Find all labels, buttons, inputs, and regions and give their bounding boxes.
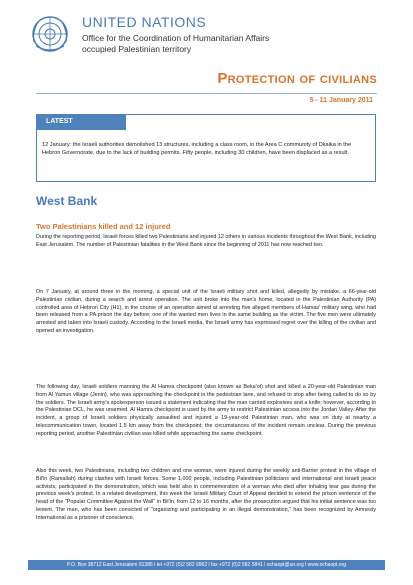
body-paragraph: The following day, Israeli soldiers manning the Al Hamra checkpoint (also known as Beka'ot) shot and killed a 20-year-old Palestinian man from Al Yamun village (Jenin), who was approaching the checkpoint in the pedestrian lane, and refused to stop after being called to do so by the soldiers. The Israeli army's spokesperson issued a statement indicating that the man carried explosives and a knife; however, according to the Palestinian DCL, he was unarmed. Al Hamra checkpoint is used by the army to restrict Palestinian access into the Jordan Valley. After the incident, a group of Israeli soldiers physically assaulted and injured a 19-year-old Palestinian man, who was on duty at nearby a telecommunication tower, located 1.5 km away from the checkpoint; the circumstances of the incident remain unclear. During the previous reporting period, another Palestinian civilian was killed while approaching the same checkpoint. [36,384,376,437]
letterhead [28,12,388,72]
report-date-range: 5 - 11 January 2011 [309,97,373,104]
body-paragraph: On 7 January, at around three in the morning, a special unit of the Israeli military shot and killed, allegedly by mistake, a 66-year-old Palestinian civilian, during a search and arrest operation. The unit broke into the man's home, located in the Palestinian Authority (PA) controlled area of Hebron City (H1), in the course of an operation aimed at arresting five alleged members of Hamas' military wing, who had been released from a PA prison the day before; one of the wanted men lives in the same building as the victim. The five men were ultimately arrested and taken into Israeli custody. According to the Israeli media, the Israeli army has expressed regret over the killing of the civilian and opened an investigation. [36,289,376,334]
section-title-west-bank: West Bank [36,194,98,208]
organization-subtitle: Office for the Coordination of Humanitarian Affairs [82,33,270,43]
subsection-title: Two Palestinians killed and 12 injured [36,222,171,231]
footer-contact-bar: P.O. Box 38712 East Jerusalem 91386 l tel +972 (0)2 582 9962 l fax +972 (0)2 582 5841 l ochaopt@un.org l www.ochaopt.org [28,560,385,570]
title-divider [36,93,377,94]
report-title: Protection of civilians [217,70,377,87]
un-emblem-icon [28,12,72,56]
body-paragraph: During the reporting period, Israeli forces killed two Palestinians and injured 12 others in various incidents throughout the West Bank, including East Jerusalem. The number of Palestinian fatalities in the West Bank since the beginning of 2011 has now reached two. [36,234,376,248]
latest-development-text: 12 January: the Israeli authorities demolished 13 structures, including a class room, in the Area C community of Dkaika in the Hebron Governorate, due to the lack of building permits. Fifty people, including 30 children, have been displaced as a result. [42,142,352,156]
organization-region: occupied Palestinian territory [82,44,192,54]
body-paragraph: Also this week, two Palestinians, including two children and one woman, were injured during the weekly anti-Barrier protest in the village of Bil'in (Ramallah) during clashes with Israeli forces. Some 1,000 people, including Palestinian politicians and international and Israeli peace activists, participated in the demonstration, which was held also in commemoration of a woman who died after inhaling tear gas during the previous week's protest. In a related development, this week the Israeli Military Court of Appeal decided to extend the prison sentence of the head of the "Popular Committee Against the Wall" in Bil'in, from 12 to 16 months, after the prosecution argued that his initial sentence was too lenient. The man, who has been convicted of "organizing and participating in an illegal demonstration," has been recognized by Amnesty International as a prisoner of conscience. [36,468,376,521]
organization-name: UNITED NATIONS [82,14,207,30]
latest-development-label: LATEST DEVELOPMENT [36,114,126,130]
